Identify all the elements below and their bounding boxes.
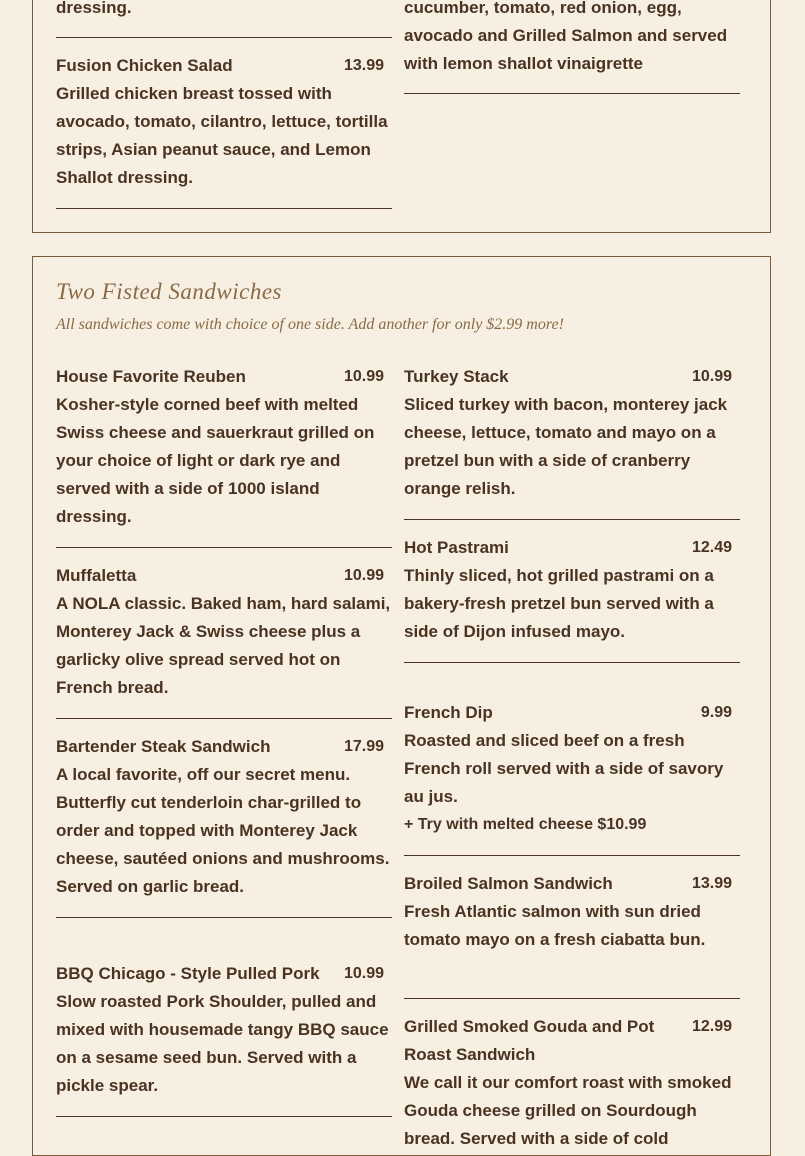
item-name: Fusion Chicken Salad bbox=[56, 56, 233, 75]
item-description: Thinly sliced, hot grilled pastrami on a bakery-fresh pretzel bun served with a side of Dijon infused mayo. bbox=[404, 566, 714, 641]
item-name: Grilled Smoked Gouda and Pot Roast Sandwich bbox=[404, 1017, 655, 1064]
item-description: Roasted and sliced beef on a fresh French roll served with a side of savory au jus. bbox=[404, 731, 724, 806]
item-price: 10.99 bbox=[343, 965, 384, 982]
menu-item-bbq-pulled-pork bbox=[56, 960, 392, 1100]
section-note: All sandwiches come with choice of one side. Add another for only $2.99 more! bbox=[56, 316, 564, 333]
menu-item-turkey-stack bbox=[404, 363, 740, 503]
item-price: 13.99 bbox=[691, 875, 732, 892]
item-description: Kosher-style corned beef with melted Swiss cheese and sauerkraut grilled on your choice of light or dark rye and served with a side of 1000 island dressing. bbox=[56, 395, 375, 526]
menu-item-muffaletta bbox=[56, 562, 392, 702]
item-price: 10.99 bbox=[343, 567, 384, 584]
item-name: Broiled Salmon Sandwich bbox=[404, 874, 613, 893]
item-description: A NOLA classic. Baked ham, hard salami, Monterey Jack & Swiss cheese plus a garlicky olive spread served hot on French bread. bbox=[56, 594, 391, 697]
item-price: 10.99 bbox=[343, 368, 384, 385]
item-description: We call it our comfort roast with smoked Gouda cheese grilled on Sourdough bread. Served with a side of cold bbox=[404, 1073, 732, 1148]
item-description: Sliced turkey with bacon, monterey jack cheese, lettuce, tomato and mayo on a pretzel bun with a side of cranberry orange relish. bbox=[404, 395, 728, 498]
item-price: 9.99 bbox=[700, 704, 732, 721]
item-price: 12.49 bbox=[691, 539, 732, 556]
menu-item-smoked-gouda-pot-roast bbox=[404, 1013, 740, 1153]
item-description: Grilled chicken breast tossed with avocado, tomato, cilantro, lettuce, tortilla strips, Asian peanut sauce, and Lemon Shallot dressing. bbox=[56, 84, 388, 187]
divider bbox=[404, 998, 740, 999]
section-title: Two Fisted Sandwiches bbox=[56, 279, 283, 304]
menu-item-fusion-chicken-salad bbox=[56, 52, 392, 192]
divider bbox=[56, 917, 392, 918]
item-name: Hot Pastrami bbox=[404, 538, 509, 557]
item-name: House Favorite Reuben bbox=[56, 367, 246, 386]
menu-item-hot-pastrami bbox=[404, 534, 740, 646]
salad-desc-tail-left: dressing. bbox=[56, 0, 132, 17]
divider bbox=[404, 93, 740, 94]
item-price: 13.99 bbox=[343, 57, 384, 74]
menu-item-reuben bbox=[56, 363, 392, 531]
item-description: A local favorite, off our secret menu. Butterfly cut tenderloin char-grilled to order and topped with Monterey Jack cheese, sautéed onions and mushrooms. Served on garlic bread. bbox=[56, 765, 390, 896]
divider bbox=[404, 519, 740, 520]
divider bbox=[56, 547, 392, 548]
divider bbox=[56, 37, 392, 38]
menu-item-french-dip bbox=[404, 699, 740, 839]
item-name: Bartender Steak Sandwich bbox=[56, 737, 271, 756]
item-price: 12.99 bbox=[691, 1018, 732, 1035]
menu-item-bartender-steak bbox=[56, 733, 392, 901]
item-price: 17.99 bbox=[343, 738, 384, 755]
divider bbox=[56, 208, 392, 209]
item-description: Fresh Atlantic salmon with sun dried tomato mayo on a fresh ciabatta bun. bbox=[404, 902, 706, 949]
divider bbox=[404, 855, 740, 856]
item-name: Muffaletta bbox=[56, 566, 137, 585]
item-name: French Dip bbox=[404, 703, 493, 722]
divider bbox=[404, 662, 740, 663]
item-description: Slow roasted Pork Shoulder, pulled and mixed with housemade tangy BBQ sauce on a sesame seed bun. Served with a pickle spear. bbox=[56, 992, 389, 1095]
item-addon: + Try with melted cheese $10.99 bbox=[404, 816, 647, 833]
item-name: Turkey Stack bbox=[404, 367, 509, 386]
divider bbox=[56, 718, 392, 719]
menu-item-broiled-salmon bbox=[404, 870, 740, 954]
divider bbox=[56, 1116, 392, 1117]
salad-desc-tail-right: cucumber, tomato, red onion, egg, avocado and Grilled Salmon and served with lemon shallot vinaigrette bbox=[404, 0, 728, 73]
item-price: 10.99 bbox=[691, 368, 732, 385]
item-name: BBQ Chicago - Style Pulled Pork bbox=[56, 964, 320, 983]
